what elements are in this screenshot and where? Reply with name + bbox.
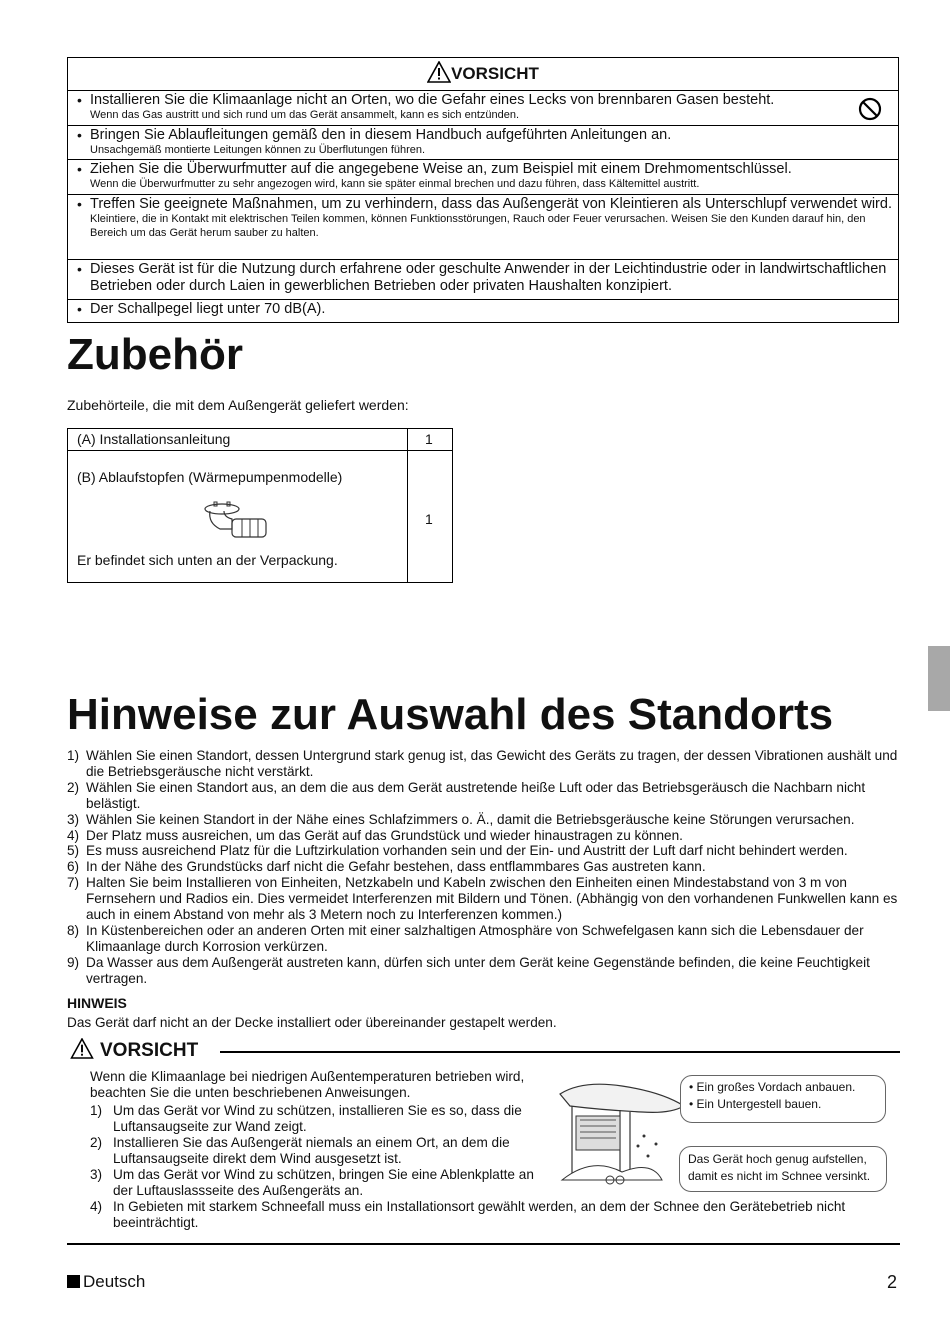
caution-row: • Installieren Sie die Klimaanlage nicht an Orten, wo die Gefahr eines Lecks von brennbaren Gasen besteht. Wenn das Gas austritt und sich rund um das Gerät ansammelt, kann es sich entzünden. [68, 91, 898, 126]
caution-row: • Bringen Sie Ablaufleitungen gemäß den in diesem Handbuch aufgeführten Anleitungen an. Unsachgemäß montierte Leitungen können zu Überflutungen führen. [68, 126, 898, 160]
caution-table [67, 57, 899, 323]
caution-row: • Treffen Sie geeignete Maßnahmen, um zu verhindern, dass das Außengerät von Kleintieren als Unterschlupf verwendet wird. Kleintiere, die in Kontakt mit elektrischen Teilen kommen, können Funktionsstörungen, Rauch oder Feuer verursachen. Weisen Sie den Kunden darauf hin, den Bereich um das Gerät herum sauber zu halten. [68, 195, 898, 260]
callout-text: • Ein großes Vordach anbauen. [689, 1080, 856, 1094]
callout-text: • Ein Untergestell bauen. [689, 1097, 822, 1111]
callout-bubble [679, 1146, 887, 1192]
list-item: 2) Wählen Sie einen Standort aus, an dem die aus dem Gerät austretende heiße Luft oder das Betriebsgeräusch die Nachbarn nicht belästigt. [67, 779, 866, 811]
list-item: 5) Es muss ausreichend Platz für die Luftzirkulation vorhanden sein und der Ein- und Austritt der Luft darf nicht behindert werden. [67, 843, 848, 859]
caution-row-main: Bringen Sie Ablaufleitungen gemäß den in diesem Handbuch aufgeführten Anleitungen an. [90, 127, 672, 143]
warning-triangle-icon [70, 1038, 94, 1059]
list-item: 1) Um das Gerät vor Wind zu schützen, installieren Sie es so, dass die Luftansaugseite zur Wand zeigt. [90, 1103, 522, 1134]
accessories-intro: Zubehörteile, die mit dem Außengerät geliefert werden: [67, 397, 409, 413]
accessory-a-name: (A) Installationsanleitung [77, 431, 231, 447]
caution-row-main: Dieses Gerät ist für die Nutzung durch erfahrene oder geschulte Anwender in der Leichtindustrie oder in landwirtschaftlichen Betrieben oder durch Laien in gewerblichen Betrieben oder privaten Haushalten konzipiert. [90, 261, 887, 294]
caution-heading-text: VORSICHT [451, 64, 539, 83]
accessory-b-qty: 1 [425, 511, 433, 527]
caution-row-sub: Unsachgemäß montierte Leitungen können zu Überflutungen führen. [90, 144, 426, 156]
drain-plug-icon [202, 499, 272, 543]
list-item: 4) Der Platz muss ausreichen, um das Gerät auf das Grundstück und wieder hinaustragen zu können. [67, 827, 683, 843]
caution-intro: Wenn die Klimaanlage bei niedrigen Außentemperaturen betrieben wird, beachten Sie die unten beschriebenen Anweisungen. [90, 1069, 525, 1100]
caution-section-title: VORSICHT [70, 1038, 198, 1062]
footer-language: Deutsch [67, 1272, 145, 1292]
accessory-b-name: (B) Ablaufstopfen (Wärmepumpenmodelle) [77, 469, 343, 485]
caution-row: • Ziehen Sie die Überwurfmutter auf die angegebene Weise an, zum Beispiel mit einem Drehmomentschlüssel. Wenn die Überwurfmutter zu sehr angezogen wird, kann sie später einmal brechen und dazu führen, dass Kältemittel austritt. [68, 160, 898, 195]
warning-triangle-icon [427, 61, 451, 83]
caution-row: • Der Schallpegel liegt unter 70 dB(A). [68, 300, 898, 322]
site-selection-list [67, 748, 899, 987]
caution-rule [220, 1051, 900, 1053]
caution-heading [68, 58, 898, 91]
side-thumb-tab [928, 646, 950, 711]
list-item: 8) In Küstenbereichen oder an anderen Orten mit einer salzhaltigen Atmosphäre von Schwefelgasen kann sich die Lebensdauer der Klimaanlage durch Korrosion verkürzen. [67, 922, 864, 954]
page-number: 2 [887, 1272, 898, 1292]
note-title: HINWEIS [67, 995, 127, 1011]
caution-row-sub: Wenn das Gas austritt und sich rund um das Gerät ansammelt, kann es sich entzünden. [90, 109, 520, 121]
callout-bubble [680, 1075, 886, 1123]
snow-protection-illustration [552, 1076, 692, 1194]
accessory-b-note: Er befindet sich unten an der Verpackung. [77, 552, 338, 568]
caution-row-main: Ziehen Sie die Überwurfmutter auf die angegebene Weise an, zum Beispiel mit einem Drehmomentschlüssel. [90, 161, 792, 177]
accessory-a-qty: 1 [425, 431, 433, 447]
callout-text: damit es nicht im Schnee versinkt. [688, 1169, 871, 1183]
list-item: 4) In Gebieten mit starkem Schneefall muss ein Installationsort gewählt werden, an dem der Schnee den Gerätebetrieb nicht beeinträchtigt. [90, 1199, 846, 1230]
list-item: 1) Wählen Sie einen Standort, dessen Untergrund stark genug ist, das Gewicht des Geräts zu tragen, der dessen Vibrationen aushält und die Betriebsgeräusche nicht verstärkt. [67, 748, 898, 779]
caution-row-main: Treffen Sie geeignete Maßnahmen, um zu verhindern, dass das Außengerät von Kleintieren als Unterschlupf verwendet wird. [90, 196, 892, 212]
caution-row-sub: Kleintiere, die in Kontakt mit elektrischen Teilen kommen, können Funktionsstörungen, Rauch oder Feuer verursachen. Weisen Sie den Kunden darauf hin, den Bereich um das Gerät herum sauber zu halten. [90, 213, 866, 239]
prohibition-icon [858, 97, 882, 121]
list-item: 7) Halten Sie beim Installieren von Einheiten, Netzkabeln und Kabeln zwischen den Einheiten einen Mindestabstand von 3 m von Fernsehern und Radios ein. Dies vermeidet Interferenzen mit Bildern und Tönen. (Abhängig von den vorhandenen Funkwellen kann es auch in einem Abstand von mehr als 3 Metern noch zu Interferenzen kommen.) [67, 875, 898, 923]
caution-row-main: Installieren Sie die Klimaanlage nicht an Orten, wo die Gefahr eines Lecks von brennbaren Gasen besteht. [90, 92, 775, 108]
list-item: 3) Wählen Sie keinen Standort in der Nähe eines Schlafzimmers o. Ä., damit die Betriebsgeräusche keine Störungen verursachen. [67, 811, 855, 827]
caution-row-sub: Wenn die Überwurfmutter zu sehr angezogen wird, kann sie später einmal brechen und dazu führen, dass Kältemittel austritt. [90, 178, 700, 190]
note-text: Das Gerät darf nicht an der Decke installiert oder übereinander gestapelt werden. [67, 1015, 557, 1030]
square-bullet-icon [67, 1275, 80, 1288]
accessories-title: Zubehör [67, 330, 243, 379]
callout-text: Das Gerät hoch genug aufstellen, [688, 1152, 867, 1166]
list-item: 9) Da Wasser aus dem Außengerät austreten kann, dürfen sich unter dem Gerät keine Gegenstände befinden, die keine Feuchtigkeit vertragen. [67, 954, 870, 986]
list-item: 3) Um das Gerät vor Wind zu schützen, bringen Sie eine Ablenkplatte an der Luftauslassseite des Außengeräts an. [90, 1167, 534, 1198]
accessories-table [67, 428, 453, 583]
list-item: 6) In der Nähe des Grundstücks darf nicht die Gefahr bestehen, dass entflammbares Gas austreten kann. [67, 859, 706, 875]
caution-row-main: Der Schallpegel liegt unter 70 dB(A). [90, 301, 326, 317]
caution-row: • Dieses Gerät ist für die Nutzung durch erfahrene oder geschulte Anwender in der Leichtindustrie oder in landwirtschaftlichen Betrieben oder durch Laien in gewerblichen Betrieben oder privaten Haushalten konzipiert. [68, 260, 898, 300]
footer-rule [67, 1243, 900, 1245]
site-selection-title: Hinweise zur Auswahl des Standorts [67, 690, 834, 739]
list-item: 2) Installieren Sie das Außengerät niemals an einem Ort, an dem die Luftansaugseite direkt dem Wind ausgesetzt ist. [90, 1135, 510, 1166]
